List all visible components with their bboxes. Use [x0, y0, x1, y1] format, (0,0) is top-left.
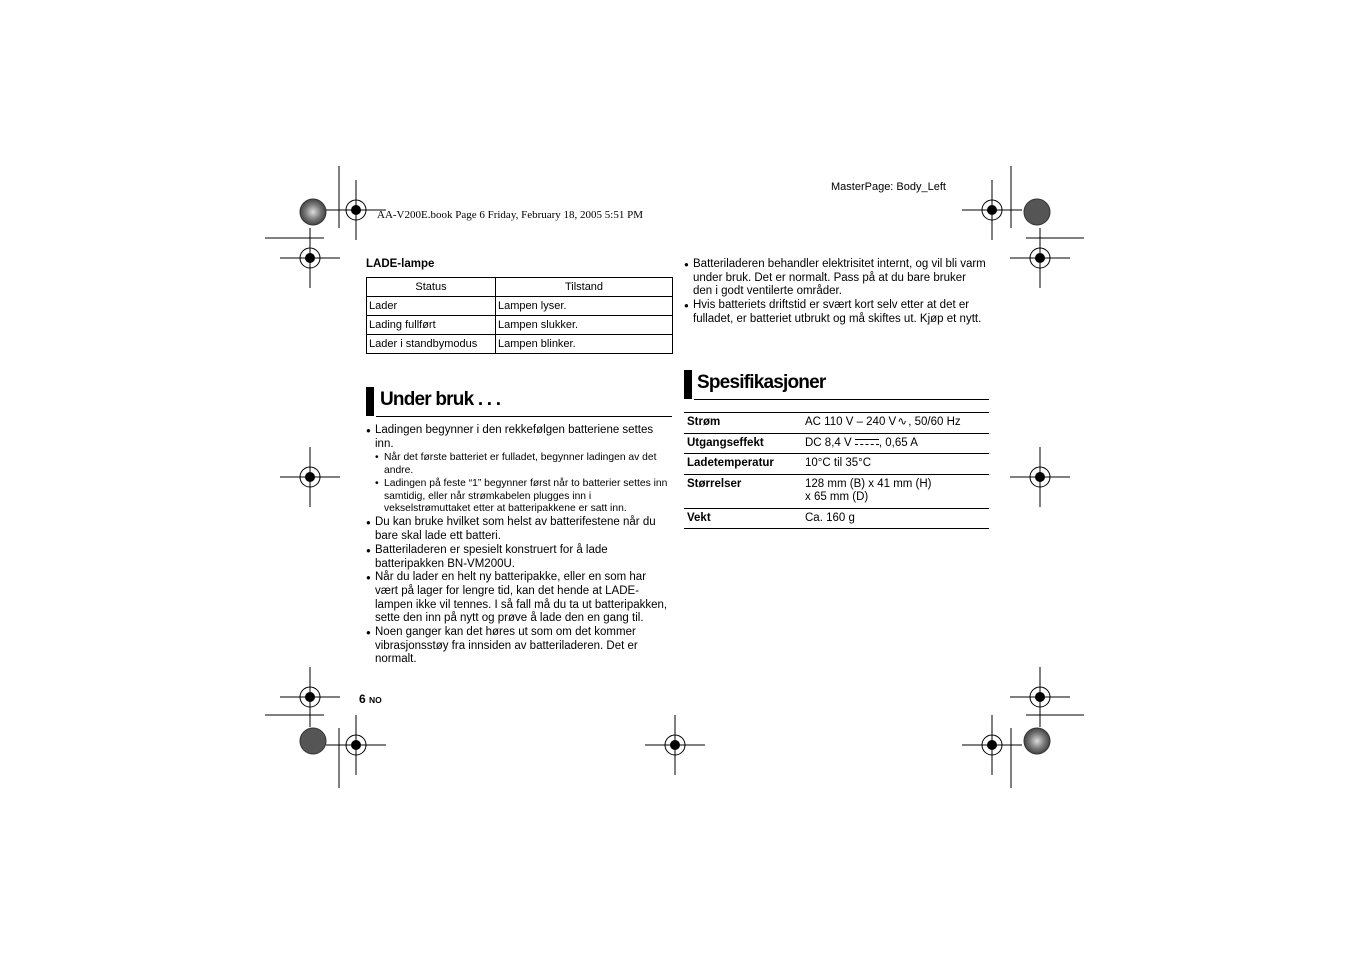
spesifikasjoner-heading: Spesifikasjoner: [697, 372, 826, 393]
spec-table: [684, 412, 989, 529]
table-row: [684, 413, 989, 434]
spec-value: 10°C til 35°C: [802, 454, 989, 475]
column-header: Tilstand: [496, 278, 673, 297]
spec-key: Strøm: [684, 413, 802, 434]
list-item: ● Ladingen begynner i den rekkefølgen batteriene settes inn.: [366, 424, 670, 451]
table-row: [684, 433, 989, 454]
sub-list-item: • Ladingen på feste “1” begynner først når to batterier settes inn samtidig, eller når strømkabelen plugges inn i vekselstrømuttaket etter at batteripakkene er satt inn.: [366, 478, 670, 515]
column-header: Status: [367, 278, 496, 297]
list-item: ● Hvis batteriets driftstid er svært kort selv etter at det er fulladet, er batteriet utbrukt og må skiftes ut. Kjøp et nytt.: [684, 299, 988, 326]
table-row: [684, 508, 989, 529]
status-cell: Lader i standbymodus: [367, 335, 496, 354]
list-item: ● Når du lader en helt ny batteripakke, eller en som har vært på lager for lengre tid, kan det hende at LADE-lampen ikke vil tennes. I så fall må du ta ut batteripakken, sette den inn på nytt og prøve å lade den en gang til.: [366, 571, 670, 626]
page-number: 6 NO: [359, 692, 382, 706]
list-item: ● Du kan bruke hvilket som helst av batterifestene når du bare skal lade ett batteri.: [366, 516, 670, 543]
table-header-row: [367, 278, 673, 297]
sub-list-item: • Når det første batteriet er fulladet, begynner ladingen av det andre.: [366, 452, 670, 477]
list-item: ● Noen ganger kan det høres ut som om det kommer vibrasjonsstøy fra innsiden av batteriladeren. Det er normalt.: [366, 626, 670, 667]
state-cell: Lampen slukker.: [496, 316, 673, 335]
status-cell: Lading fullført: [367, 316, 496, 335]
ac-symbol-icon: ∿: [897, 416, 908, 428]
lade-title: LADE-lampe: [366, 258, 435, 270]
heading-bar: [684, 370, 692, 399]
spec-key: Ladetemperatur: [684, 454, 802, 475]
heading-bar: [366, 387, 374, 416]
heading-rule: [376, 416, 672, 417]
table-row: [367, 297, 673, 316]
masterpage-label: MasterPage: Body_Left: [831, 181, 946, 193]
lade-table: [366, 277, 673, 354]
list-item: ● Batteriladeren er spesielt konstruert for å lade batteripakken BN-VM200U.: [366, 544, 670, 571]
under-bruk-body: [366, 424, 670, 667]
status-cell: Lader: [367, 297, 496, 316]
spec-value: DC 8,4 V , 0,65 A: [802, 433, 989, 454]
right-bullets: [684, 258, 988, 327]
table-row: [367, 316, 673, 335]
book-info: AA-V200E.book Page 6 Friday, February 18, 2005 5:51 PM: [377, 209, 644, 221]
list-item: ● Batteriladeren behandler elektrisitet internt, og vil bli varm under bruk. Det er normalt. Pass på at du bare bruker den i godt ventilerte områder.: [684, 258, 988, 299]
spec-value: 128 mm (B) x 41 mm (H) x 65 mm (D): [802, 474, 989, 508]
table-row: [684, 454, 989, 475]
spec-value: AC 110 V – 240 V∿, 50/60 Hz: [802, 413, 989, 434]
spec-key: Vekt: [684, 508, 802, 529]
spec-key: Utgangseffekt: [684, 433, 802, 454]
under-bruk-heading: Under bruk . . .: [380, 389, 501, 410]
state-cell: Lampen lyser.: [496, 297, 673, 316]
table-row: [367, 335, 673, 354]
heading-rule: [694, 399, 989, 400]
table-row: [684, 474, 989, 508]
spec-value: Ca. 160 g: [802, 508, 989, 529]
dc-symbol-icon: [855, 438, 879, 447]
spec-key: Størrelser: [684, 474, 802, 508]
state-cell: Lampen blinker.: [496, 335, 673, 354]
